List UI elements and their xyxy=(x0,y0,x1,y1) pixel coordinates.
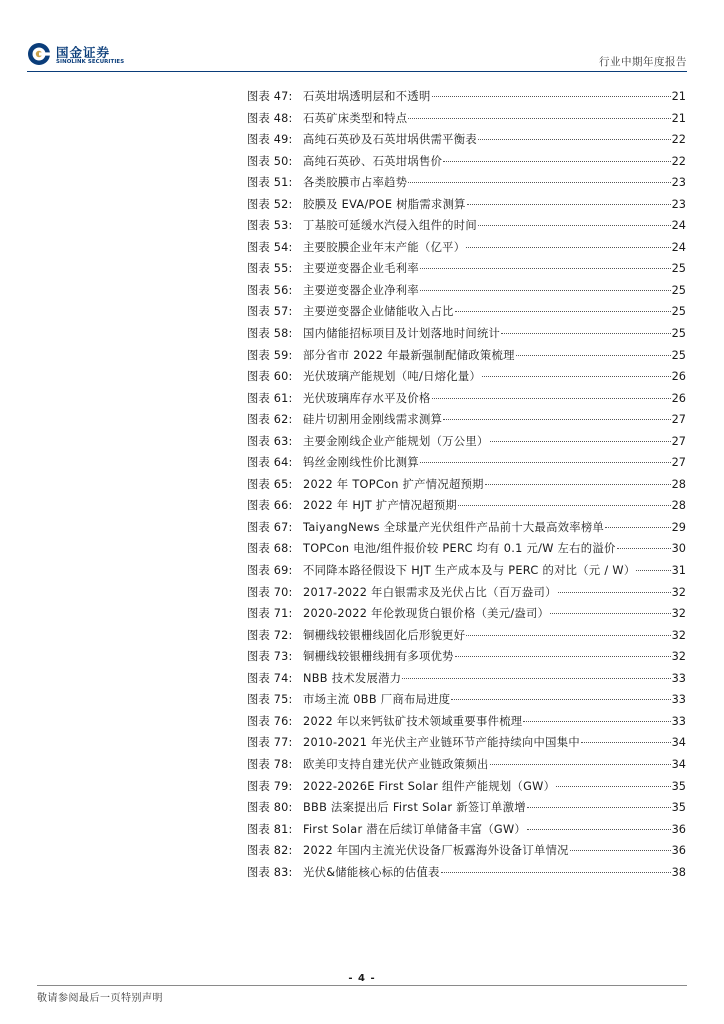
toc-entry-page: 26 xyxy=(671,391,686,405)
toc-entry[interactable] xyxy=(247,862,686,884)
toc-leader-dots xyxy=(458,505,671,506)
toc-entry-title: 光伏玻璃库存水平及价格 xyxy=(303,391,431,405)
toc-entry-number: 图表 57: xyxy=(247,305,293,319)
toc-entry-title: 硅片切割用金刚线需求测算 xyxy=(303,413,443,427)
toc-entry[interactable] xyxy=(247,215,686,237)
toc-entry[interactable] xyxy=(247,754,686,776)
toc-entry-page: 21 xyxy=(671,90,686,103)
toc-leader-dots xyxy=(490,764,671,765)
toc-entry-page: 28 xyxy=(671,477,686,491)
toc-entry-page: 30 xyxy=(671,542,686,556)
toc-entry-title: 2022 年 HJT 扩产情况超预期 xyxy=(303,499,458,513)
toc-leader-dots xyxy=(408,118,670,119)
toc-entry-title: 胶膜及 EVA/POE 树脂需求测算 xyxy=(303,197,466,211)
toc-entry-title: BBB 法案提出后 First Solar 新签订单激增 xyxy=(303,801,526,815)
toc-entry[interactable] xyxy=(247,388,686,410)
toc-entry-page: 29 xyxy=(671,520,686,534)
toc-entry-page: 27 xyxy=(671,456,686,470)
toc-entry[interactable] xyxy=(247,258,686,280)
toc-entry-number: 图表 75: xyxy=(247,693,293,707)
toc-entry[interactable] xyxy=(247,301,686,323)
toc-entry-number: 图表 68: xyxy=(247,542,293,556)
toc-entry-page: 25 xyxy=(671,262,686,276)
toc-entry-page: 28 xyxy=(671,499,686,513)
toc-entry-number: 图表 79: xyxy=(247,779,293,793)
toc-leader-dots xyxy=(420,268,671,269)
toc-entry[interactable] xyxy=(247,517,686,539)
toc-leader-dots xyxy=(443,419,670,420)
toc-entry-number: 图表 71: xyxy=(247,607,293,621)
toc-entry-title: 主要胶膜企业年末产能（亿平） xyxy=(303,240,466,254)
toc-leader-dots xyxy=(441,872,671,873)
toc-entry-page: 34 xyxy=(671,736,686,750)
toc-entry-title: 市场主流 0BB 厂商布局进度 xyxy=(303,693,451,707)
toc-entry-title: 钨丝金刚线性价比测算 xyxy=(303,456,419,470)
toc-entry-title: 各类胶膜市占率趋势 xyxy=(303,176,408,190)
toc-entry-title: 2022 年以来钙钛矿技术领域重要事件梳理 xyxy=(303,714,523,728)
toc-leader-dots xyxy=(558,592,671,593)
toc-entry-number: 图表 67: xyxy=(247,520,293,534)
toc-entry[interactable] xyxy=(247,129,686,151)
toc-leader-dots xyxy=(570,850,671,851)
toc-entry-number: 图表 58: xyxy=(247,327,293,341)
toc-entry-number: 图表 59: xyxy=(247,348,293,362)
toc-entry-title: 光伏&储能核心标的估值表 xyxy=(303,865,440,879)
toc-leader-dots xyxy=(556,786,670,787)
sinolink-logo-icon xyxy=(27,42,51,66)
toc-entry-page: 23 xyxy=(671,197,686,211)
toc-entry-title: 主要逆变器企业储能收入占比 xyxy=(303,305,454,319)
page-header xyxy=(0,0,724,75)
toc-leader-dots xyxy=(482,376,671,377)
company-logo xyxy=(27,42,137,68)
footer-divider xyxy=(37,985,687,986)
toc-entry-title: 高纯石英砂、石英坩埚售价 xyxy=(303,154,443,168)
toc-entry[interactable] xyxy=(247,495,686,517)
disclaimer-note: 敬请参阅最后一页特别声明 xyxy=(37,993,163,1004)
toc-entry-title: 主要金刚线企业产能规划（万公里） xyxy=(303,434,489,448)
toc-entry[interactable] xyxy=(247,452,686,474)
toc-entry-title: TaiyangNews 全球量产光伏组件产品前十大最高效率榜单 xyxy=(303,520,605,534)
toc-leader-dots xyxy=(478,225,671,226)
toc-entry-number: 图表 81: xyxy=(247,822,293,836)
toc-entry-title: TOPCon 电池/组件报价较 PERC 均有 0.1 元/W 左右的溢价 xyxy=(303,542,616,556)
toc-entry-title: 欧美印支持自建光伏产业链政策频出 xyxy=(303,757,489,771)
toc-entry-number: 图表 60: xyxy=(247,370,293,384)
toc-entry-page: 36 xyxy=(671,822,686,836)
toc-leader-dots xyxy=(466,635,670,636)
toc-leader-dots xyxy=(490,441,671,442)
toc-entry[interactable] xyxy=(247,86,686,108)
toc-entry-number: 图表 56: xyxy=(247,283,293,297)
toc-entry[interactable] xyxy=(247,582,686,604)
page-number: - 4 - xyxy=(348,973,376,984)
toc-entry-title: 铜栅线较银栅线固化后形貌更好 xyxy=(303,628,466,642)
toc-entry-page: 38 xyxy=(671,865,686,879)
toc-entry[interactable] xyxy=(247,840,686,862)
toc-entry[interactable] xyxy=(247,323,686,345)
toc-entry-page: 26 xyxy=(671,370,686,384)
toc-entry-page: 25 xyxy=(671,283,686,297)
toc-leader-dots xyxy=(478,139,671,140)
toc-leader-dots xyxy=(485,484,671,485)
toc-entry[interactable] xyxy=(247,431,686,453)
toc-entry-page: 25 xyxy=(671,305,686,319)
toc-entry-number: 图表 63: xyxy=(247,434,293,448)
toc-entry[interactable] xyxy=(247,409,686,431)
toc-entry[interactable] xyxy=(247,732,686,754)
toc-entry-title: 石英坩埚透明层和不透明 xyxy=(303,90,431,103)
toc-entry[interactable] xyxy=(247,668,686,690)
toc-entry-page: 27 xyxy=(671,434,686,448)
toc-entry-page: 33 xyxy=(671,693,686,707)
toc-entry-page: 24 xyxy=(671,219,686,233)
toc-entry-number: 图表 83: xyxy=(247,865,293,879)
toc-leader-dots xyxy=(581,742,671,743)
toc-entry[interactable] xyxy=(247,689,686,711)
toc-entry-page: 35 xyxy=(671,801,686,815)
toc-entry-page: 25 xyxy=(671,348,686,362)
toc-entry-number: 图表 65: xyxy=(247,477,293,491)
toc-leader-dots xyxy=(466,247,670,248)
toc-entry-number: 图表 66: xyxy=(247,499,293,513)
toc-entry-number: 图表 74: xyxy=(247,671,293,685)
toc-entry[interactable] xyxy=(247,345,686,367)
toc-entry-title: 丁基胶可延缓水汽侵入组件的时间 xyxy=(303,219,477,233)
toc-entry-title: 国内储能招标项目及计划落地时间统计 xyxy=(303,327,501,341)
toc-entry-page: 32 xyxy=(671,607,686,621)
toc-entry-title: 石英矿床类型和特点 xyxy=(303,111,408,125)
toc-entry-title: 不同降本路径假设下 HJT 生产成本及与 PERC 的对比（元 / W） xyxy=(303,564,636,578)
toc-entry-title: 主要逆变器企业净利率 xyxy=(303,283,419,297)
toc-entry-number: 图表 72: xyxy=(247,628,293,642)
toc-leader-dots xyxy=(408,182,670,183)
toc-entry[interactable] xyxy=(247,108,686,130)
toc-entry-number: 图表 70: xyxy=(247,585,293,599)
toc-entry-number: 图表 55: xyxy=(247,262,293,276)
toc-entry-title: 高纯石英砂及石英坩埚供需平衡表 xyxy=(303,133,477,147)
toc-entry-title: 光伏玻璃产能规划（吨/日熔化量） xyxy=(303,370,482,384)
toc-leader-dots xyxy=(605,527,671,528)
toc-leader-dots xyxy=(523,721,670,722)
toc-entry-page: 32 xyxy=(671,628,686,642)
toc-entry-number: 图表 50: xyxy=(247,154,293,168)
toc-entry[interactable] xyxy=(247,776,686,798)
toc-leader-dots xyxy=(527,829,671,830)
toc-leader-dots xyxy=(467,204,671,205)
toc-entry[interactable] xyxy=(247,474,686,496)
toc-entry-title: 2022 年 TOPCon 扩产情况超预期 xyxy=(303,477,484,491)
toc-entry-title: First Solar 潜在后续订单储备丰富（GW） xyxy=(303,822,527,836)
logo-chinese-name: 国金证券 xyxy=(56,45,111,60)
toc-entry-page: 35 xyxy=(671,779,686,793)
toc-entry-page: 27 xyxy=(671,413,686,427)
toc-entry-number: 图表 54: xyxy=(247,240,293,254)
toc-entry-page: 31 xyxy=(671,564,686,578)
toc-entry-page: 23 xyxy=(671,176,686,190)
toc-entry-number: 图表 78: xyxy=(247,757,293,771)
toc-leader-dots xyxy=(516,355,671,356)
toc-entry-number: 图表 52: xyxy=(247,197,293,211)
toc-entry-page: 21 xyxy=(671,111,686,125)
toc-entry-number: 图表 61: xyxy=(247,391,293,405)
toc-entry-number: 图表 48: xyxy=(247,111,293,125)
toc-leader-dots xyxy=(550,613,670,614)
toc-entry-number: 图表 69: xyxy=(247,564,293,578)
toc-leader-dots xyxy=(455,656,671,657)
figure-list xyxy=(247,86,686,883)
toc-entry-page: 34 xyxy=(671,757,686,771)
toc-entry-title: 2022 年国内主流光伏设备厂板露海外设备订单情况 xyxy=(303,844,569,858)
toc-leader-dots xyxy=(432,96,671,97)
header-divider xyxy=(27,71,687,72)
toc-entry-page: 32 xyxy=(671,585,686,599)
toc-entry-title: 2017-2022 年白银需求及光伏占比（百万盎司） xyxy=(303,585,557,599)
toc-entry[interactable] xyxy=(247,819,686,841)
toc-entry-number: 图表 53: xyxy=(247,219,293,233)
toc-entry-number: 图表 51: xyxy=(247,176,293,190)
toc-entry-page: 36 xyxy=(671,844,686,858)
toc-leader-dots xyxy=(527,807,671,808)
toc-entry-page: 24 xyxy=(671,240,686,254)
toc-entry-page: 22 xyxy=(671,154,686,168)
toc-leader-dots xyxy=(501,333,670,334)
toc-entry[interactable] xyxy=(247,711,686,733)
toc-entry-number: 图表 77: xyxy=(247,736,293,750)
toc-entry[interactable] xyxy=(247,280,686,302)
toc-leader-dots xyxy=(455,311,671,312)
toc-entry-page: 22 xyxy=(671,133,686,147)
toc-entry-title: 主要逆变器企业毛利率 xyxy=(303,262,419,276)
logo-english-name: SINOLINK SECURITIES xyxy=(56,59,125,65)
toc-entry[interactable] xyxy=(247,194,686,216)
toc-leader-dots xyxy=(420,290,671,291)
toc-entry-title: 2010-2021 年光伏主产业链环节产能持续向中国集中 xyxy=(303,736,580,750)
toc-leader-dots xyxy=(402,678,670,679)
toc-entry[interactable] xyxy=(247,797,686,819)
toc-entry[interactable] xyxy=(247,603,686,625)
toc-entry[interactable] xyxy=(247,625,686,647)
toc-entry[interactable] xyxy=(247,172,686,194)
report-type-label: 行业中期年度报告 xyxy=(599,56,687,68)
toc-leader-dots xyxy=(420,462,671,463)
toc-leader-dots xyxy=(617,548,671,549)
toc-entry-page: 32 xyxy=(671,650,686,664)
toc-entry-title: 2020-2022 年伦敦现货白银价格（美元/盎司） xyxy=(303,607,550,621)
toc-entry-number: 图表 82: xyxy=(247,844,293,858)
toc-entry-title: NBB 技术发展潜力 xyxy=(303,671,402,685)
toc-entry-number: 图表 73: xyxy=(247,650,293,664)
toc-entry-number: 图表 80: xyxy=(247,801,293,815)
toc-entry[interactable] xyxy=(247,237,686,259)
toc-entry-page: 33 xyxy=(671,714,686,728)
toc-entry-title: 2022-2026E First Solar 组件产能规划（GW） xyxy=(303,779,556,793)
toc-entry[interactable] xyxy=(247,538,686,560)
toc-entry-title: 铜栅线较银栅线拥有多项优势 xyxy=(303,650,454,664)
toc-entry[interactable] xyxy=(247,366,686,388)
toc-entry-number: 图表 64: xyxy=(247,456,293,470)
toc-leader-dots xyxy=(432,398,671,399)
toc-leader-dots xyxy=(636,570,670,571)
toc-entry[interactable] xyxy=(247,151,686,173)
toc-entry-number: 图表 47: xyxy=(247,90,293,103)
toc-entry-number: 图表 62: xyxy=(247,413,293,427)
toc-entry[interactable] xyxy=(247,560,686,582)
toc-leader-dots xyxy=(451,699,670,700)
toc-entry-number: 图表 76: xyxy=(247,714,293,728)
toc-leader-dots xyxy=(443,161,670,162)
toc-entry[interactable] xyxy=(247,646,686,668)
toc-entry-number: 图表 49: xyxy=(247,133,293,147)
toc-entry-title: 部分省市 2022 年最新强制配储政策梳理 xyxy=(303,348,515,362)
toc-entry-page: 33 xyxy=(671,671,686,685)
toc-entry-page: 25 xyxy=(671,327,686,341)
